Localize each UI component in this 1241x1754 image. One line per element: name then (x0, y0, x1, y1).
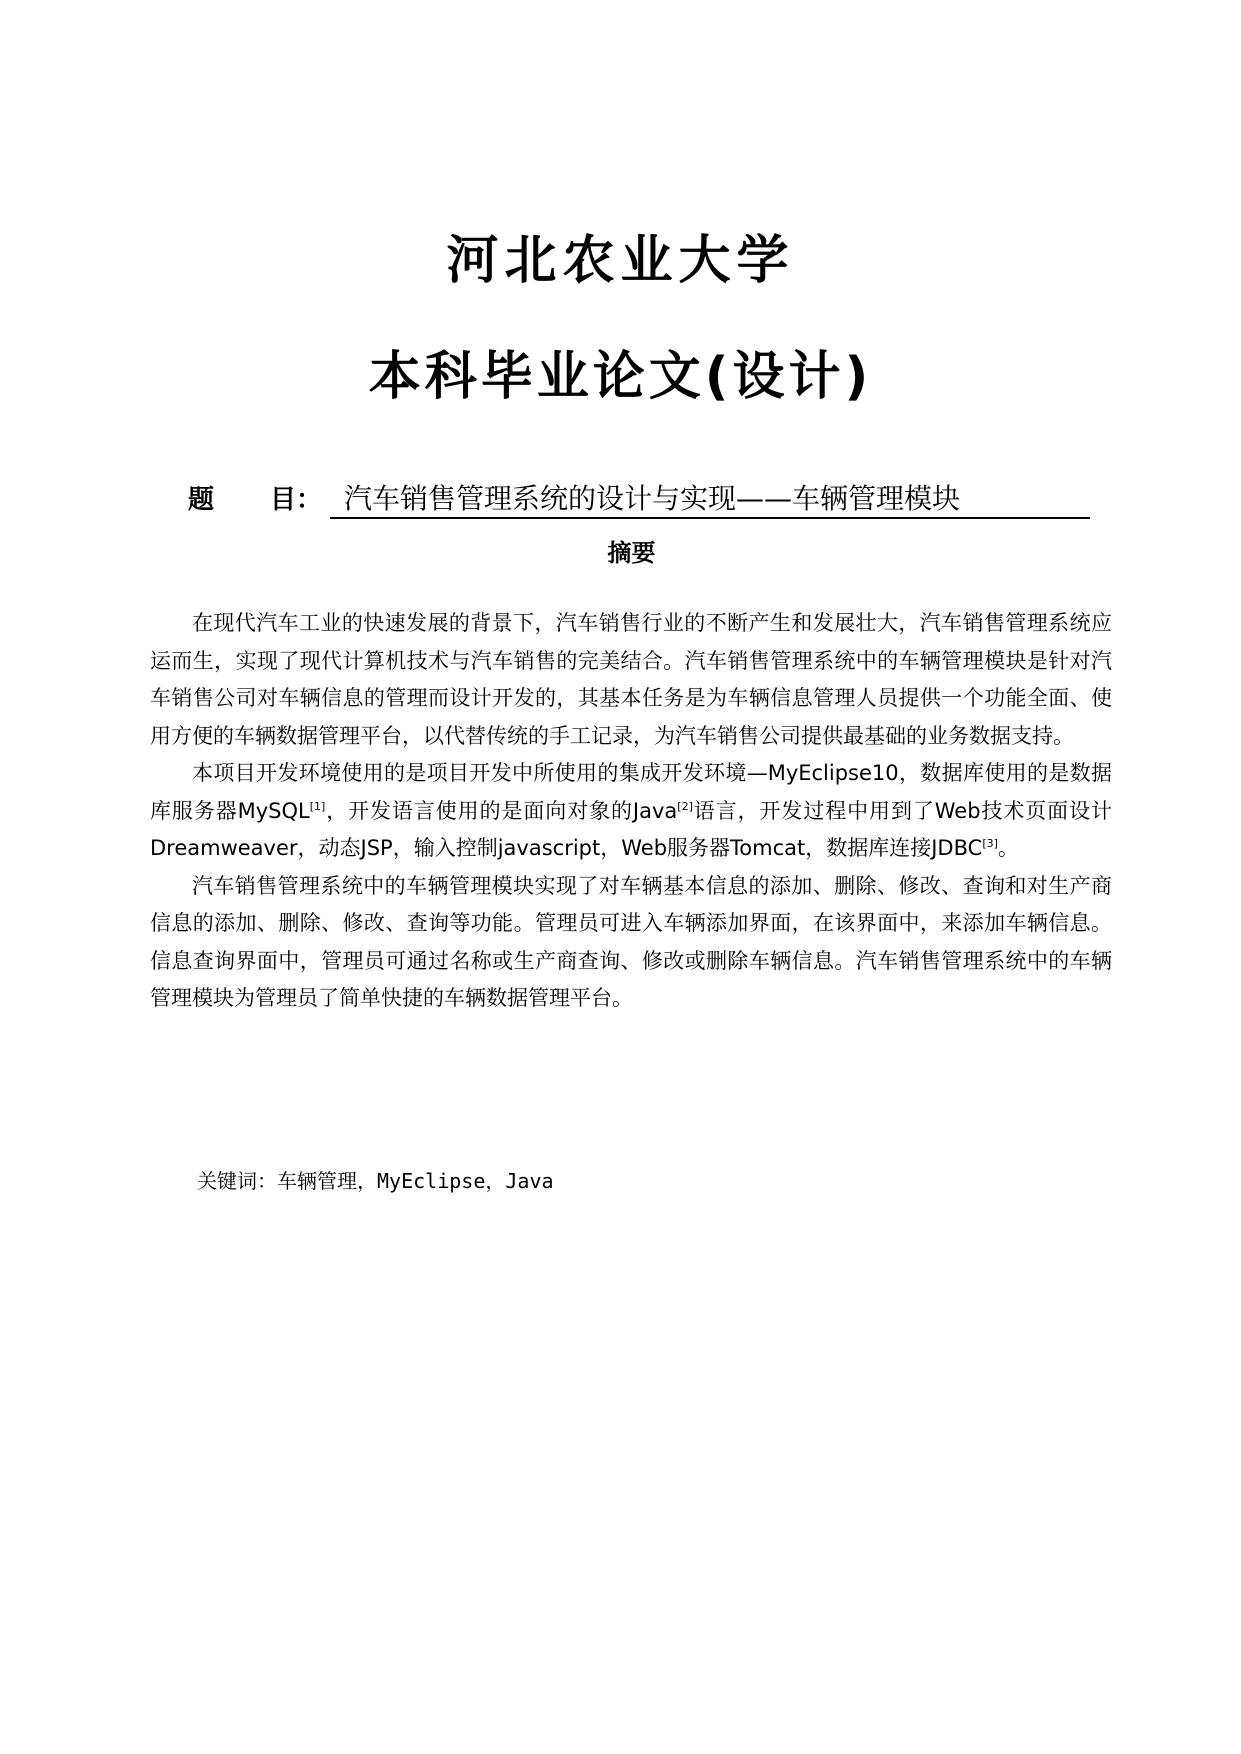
abstract-body (150, 605, 1112, 1018)
abstract-paragraph-2-text-b: ，开发语言使用的是面向对象的Java (325, 798, 678, 823)
abstract-paragraph-3: 汽车销售管理系统中的车辆管理模块实现了对车辆基本信息的添加、删除、修改、查询和对生产商信息的添加、删除、修改、查询等功能。管理员可进入车辆添加界面，在该界面中，来添加车辆信息。信息查询界面中，管理员可通过名称或生产商查询、修改或删除车辆信息。汽车销售管理系统中的车辆管理模块为管理员了简单快捷的车辆数据管理平台。 (150, 873, 1112, 1010)
abstract-paragraph-2-text-a: 本项目开发环境使用的是项目开发中所使用的集成开发环境—MyEclipse10，数据库使用的是数据库服务器MySQL (150, 761, 1112, 823)
keywords-line: 关键词：车辆管理，MyEclipse，Java (197, 1169, 554, 1193)
abstract-heading: 摘要 (607, 539, 656, 567)
citation-ref-1: [1] (309, 799, 326, 813)
title-label-part1: 题 (188, 485, 215, 515)
abstract-paragraph-1: 在现代汽车工业的快速发展的背景下，汽车销售行业的不断产生和发展壮大，汽车销售管理系统应运而生，实现了现代计算机技术与汽车销售的完美结合。汽车销售管理系统中的车辆管理模块是针对汽车销售公司对车辆信息的管理而设计开发的，其基本任务是为车辆信息管理人员提供一个功能全面、使用方便的车辆数据管理平台，以代替传统的手工记录，为汽车销售公司提供最基础的业务数据支持。 (150, 611, 1112, 748)
citation-ref-2: [2] (677, 799, 693, 813)
university-name: 河北农业大学 (446, 231, 795, 291)
citation-ref-3: [3] (982, 837, 998, 850)
abstract-paragraph-2-text-d: 。 (997, 836, 1019, 860)
thesis-title: 汽车销售管理系统的设计与实现——车辆管理模块 (330, 481, 1090, 519)
abstract-paragraph-2-text-c: 语言，开发过程中用到了Web技术页面设计Dreamweaver，动态JSP，输入控制javascript，Web服务器Tomcat，数据库连接JDBC (150, 798, 1112, 860)
thesis-type-heading: 本科毕业论文(设计) (368, 347, 873, 407)
title-label-part2: 目： (270, 485, 323, 515)
abstract-paragraph-2 (150, 755, 1112, 868)
thesis-title-row (0, 483, 1241, 523)
